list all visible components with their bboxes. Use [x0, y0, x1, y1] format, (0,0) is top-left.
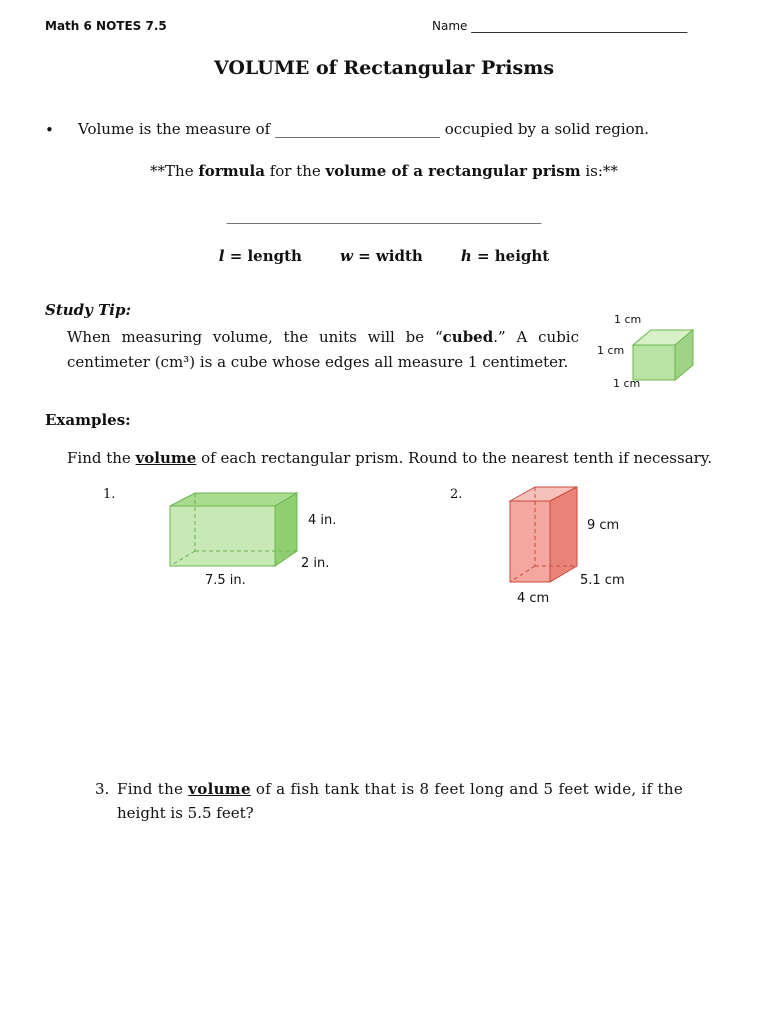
- variable-length: l = length: [218, 247, 302, 265]
- formula-bold-1: formula: [198, 162, 265, 180]
- example-2-depth-label: 5.1 cm: [580, 573, 625, 588]
- question-3-line-1: Find the volume of a fish tank that is 8 feet long and 5 feet wide, if the: [117, 780, 684, 798]
- definition-line: [78, 120, 649, 138]
- formula-bold-2: volume of a rectangular prism: [325, 162, 581, 180]
- question-3-line-2: height is 5.5 feet?: [117, 804, 254, 822]
- examples-instruction: Find the volume of each rectangular prism. Round to the nearest tenth if necessary.: [67, 449, 713, 467]
- example-1-length-label: 7.5 in.: [205, 573, 246, 588]
- example-2-number: 2.: [450, 487, 463, 502]
- study-tip-heading: Study Tip:: [45, 301, 131, 319]
- question-3-number: 3.: [95, 780, 110, 798]
- formula-answer-blank: __________________________________________: [226, 206, 542, 224]
- examples-heading: Examples:: [45, 411, 131, 429]
- variable-definitions: [0, 247, 768, 265]
- example-2-red-prism: [505, 484, 585, 589]
- variable-width: w = width: [339, 247, 423, 265]
- definition-after: occupied by a solid region.: [444, 120, 650, 138]
- study-tip-text: When measuring volume, the units will be “cubed.” A cubic centimeter (cm³) is a cube whose edges all measure 1 centimeter.: [67, 328, 580, 371]
- cube-label-top: 1 cm: [614, 313, 642, 326]
- example-2-height-label: 9 cm: [587, 518, 620, 533]
- formula-text-1: **The: [150, 162, 199, 180]
- name-field-label: Name ____________________________________: [432, 19, 688, 33]
- formula-text-3: is:**: [580, 162, 618, 180]
- page-title: VOLUME of Rectangular Prisms: [213, 57, 555, 79]
- course-label: Math 6 NOTES 7.5: [45, 19, 167, 33]
- formula-text-2: for the: [264, 162, 326, 180]
- definition-blank: ______________________: [275, 120, 440, 138]
- cube-label-bottom: 1 cm: [613, 377, 641, 390]
- example-1-green-prism: [165, 488, 305, 573]
- example-1-width-label: 2 in.: [301, 556, 330, 571]
- bullet-dot: •: [45, 121, 54, 139]
- example-1-height-label: 4 in.: [308, 513, 337, 528]
- variable-height: h = height: [460, 247, 550, 265]
- definition-before: Volume is the measure of: [78, 120, 271, 138]
- cube-label-side: 1 cm: [597, 344, 625, 357]
- formula-prompt: [0, 162, 768, 180]
- example-1-number: 1.: [103, 487, 116, 502]
- example-2-width-label: 4 cm: [517, 591, 550, 606]
